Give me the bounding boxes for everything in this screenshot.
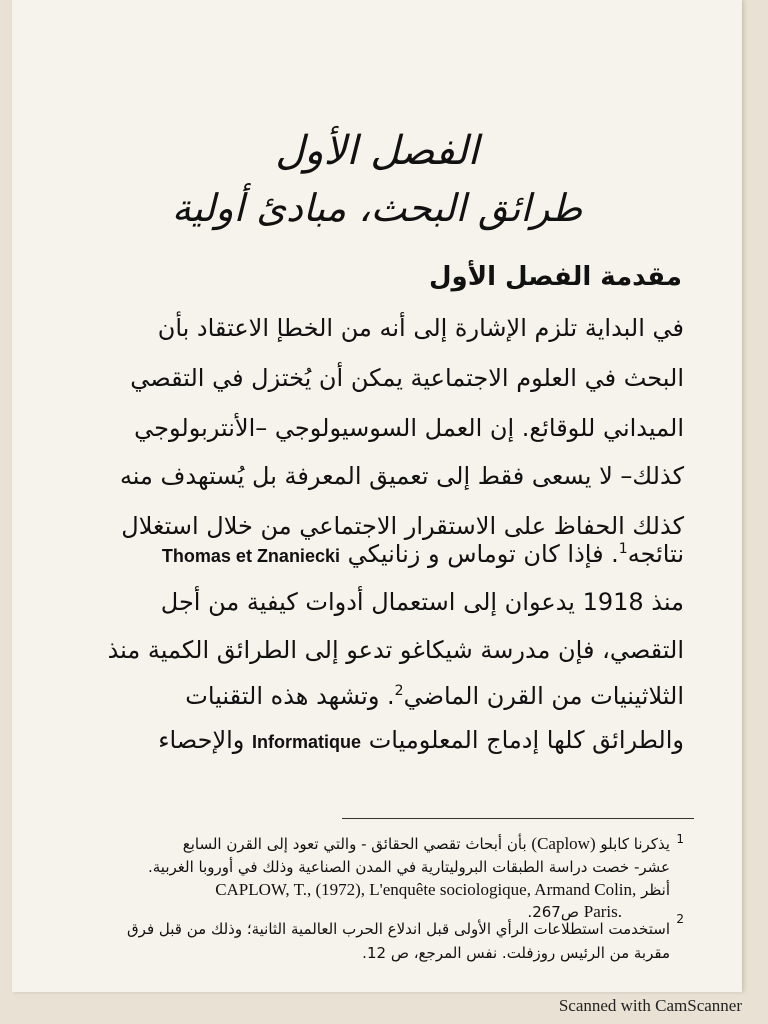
footnote-2-line-1: استخدمت استطلاعات الرأي الأولى قبل اندلاع الحرب العالمية الثانية؛ وذلك من قبل فرق (127, 920, 670, 938)
footnote-1-line-3-latin: CAPLOW, T., (1972), L'enquête sociologique, Armand Colin, (215, 880, 637, 899)
body-line-9-rest: . وتشهد هذه التقنيات (185, 682, 395, 710)
footnote-ref-2: 2 (394, 683, 404, 699)
body-line-6-arabic: نتائجه (627, 540, 684, 568)
body-line-7: منذ 1918 يدعوان إلى استعمال أدوات كيفية من أجل (160, 588, 684, 616)
footnote-ref-1: 1 (618, 541, 628, 557)
body-line-9-arabic: الثلاثينيات من القرن الماضي (403, 682, 684, 710)
body-line-2: البحث في العلوم الاجتماعية يمكن أن يُختزل في التقصي (130, 364, 684, 392)
body-line-4: كذلك– لا يسعى فقط إلى تعميق المعرفة بل يُستهدف منه (119, 462, 684, 490)
body-line-1: في البداية تلزم الإشارة إلى أنه من الخطإ الاعتقاد بأن (157, 314, 684, 342)
footnote-1-line-1 (183, 834, 670, 854)
body-line-6 (162, 540, 684, 568)
body-line-10 (158, 726, 684, 754)
footnote-1-line-4-arabic: ص267. (527, 903, 579, 921)
body-line-3: الميداني للوقائع. إن العمل السوسيولوجي –الأنتربولوجي (134, 414, 684, 442)
footnote-1-line-4 (527, 902, 622, 922)
body-line-10-arabic-1: والطرائق كلها إدماج المعلوميات (368, 726, 684, 754)
footnote-1-line-1-rest: بأن أبحاث تقصي الحقائق - والتي تعود إلى القرن السابع (182, 835, 527, 853)
footnote-divider (342, 818, 694, 819)
scanned-page (12, 0, 742, 992)
body-line-6-latin: Thomas et Znaniecki (161, 546, 340, 566)
body-line-5: كذلك الحفاظ على الاستقرار الاجتماعي من خلال استغلال (121, 512, 684, 540)
body-line-8: التقصي، فإن مدرسة شيكاغو تدعو إلى الطرائق الكمية منذ (107, 636, 684, 664)
footnote-1-line-1-arabic: يذكرنا كابلو (600, 835, 670, 853)
footnote-1-line-4-latin: Paris. (583, 902, 622, 921)
footnote-1-number: 1 (676, 832, 684, 846)
body-line-10-arabic-2: والإحصاء (158, 726, 245, 754)
chapter-subtitle: طرائق البحث، مبادئ أولية (171, 186, 583, 230)
body-line-10-latin: Informatique (252, 732, 362, 752)
footnote-1-line-1-latin: (Caplow) (531, 834, 596, 853)
footnote-2-number: 2 (676, 912, 684, 926)
section-heading: مقدمة الفصل الأول (428, 262, 682, 292)
scanner-watermark: Scanned with CamScanner (558, 996, 742, 1015)
footnote-1-line-3 (215, 880, 670, 900)
footnote-2-line-2: مقربة من الرئيس روزفلت. نفس المرجع، ص 12. (362, 944, 670, 962)
body-line-6-rest: . فإذا كان توماس و زنانيكي (347, 540, 619, 568)
body-line-9 (185, 682, 684, 710)
footnote-1-line-2: عشر- خصت دراسة الطبقات البروليتارية في المدن الصناعية وذلك في أوروبا الغربية. (147, 858, 670, 876)
footnote-1-line-3-arabic: أنظر (641, 881, 670, 899)
chapter-title: الفصل الأول (275, 128, 479, 174)
